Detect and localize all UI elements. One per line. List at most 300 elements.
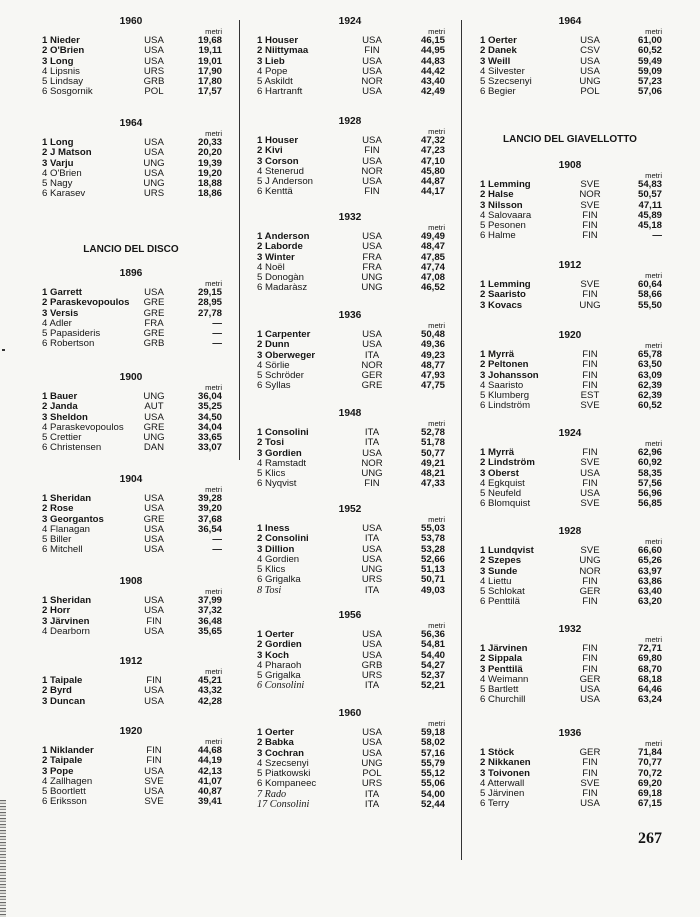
place-number: 2 — [257, 241, 263, 253]
place-number: 2 — [480, 45, 486, 57]
result-value: 68,18 — [637, 673, 662, 685]
country-code: AUT — [144, 401, 164, 413]
place-number: 5 — [480, 390, 486, 402]
result-row — [255, 87, 445, 97]
place-number: 1 — [480, 179, 486, 190]
year-heading: 1928 — [338, 116, 362, 127]
place-number: 6 — [257, 680, 263, 692]
result-row — [40, 339, 222, 349]
country-code: FIN — [582, 447, 598, 458]
place-number: 5 — [480, 220, 486, 232]
country-code: USA — [362, 135, 382, 146]
athlete-name-text: Papasideris — [50, 328, 101, 340]
place-number: 4 — [480, 575, 486, 587]
country-code: USA — [144, 55, 164, 67]
country-code: USA — [144, 765, 164, 777]
athlete-name — [480, 695, 525, 705]
place-number: 5 — [257, 768, 263, 780]
athlete-name-text: Silvester — [488, 65, 525, 77]
athlete-name-text: Lipsnis — [50, 65, 80, 77]
result-value: 63,09 — [637, 369, 662, 381]
results-block — [255, 708, 445, 810]
athlete-name-text: Gordien — [265, 553, 300, 565]
place-number: 6 — [257, 380, 263, 392]
country-code: USA — [144, 786, 164, 798]
result-value: 19,11 — [198, 45, 222, 57]
results-block — [255, 610, 445, 692]
athlete-name-text: Begier — [488, 86, 516, 98]
result-row — [40, 797, 222, 807]
country-code: USA — [362, 35, 382, 46]
athlete-name-text: Robertson — [50, 338, 95, 350]
place-number: 6 — [257, 778, 263, 790]
country-code: CSV — [580, 45, 600, 57]
athlete-name — [42, 545, 83, 555]
result-value: 55,06 — [420, 778, 445, 790]
athlete-name-text: Szecsenyi — [265, 757, 309, 769]
result-value: 47,85 — [420, 251, 445, 263]
result-value: 59,09 — [637, 65, 662, 77]
result-row — [40, 545, 222, 555]
country-code: FIN — [582, 643, 598, 654]
result-value: 54,00 — [420, 788, 445, 800]
year-heading: 1920 — [558, 330, 582, 341]
unit-label: metri — [645, 271, 662, 280]
result-value: 34,50 — [197, 411, 222, 423]
year-heading: 1896 — [119, 268, 143, 279]
athlete-name-text: Horr — [50, 605, 71, 617]
place-number: 5 — [257, 468, 263, 480]
result-row — [255, 283, 445, 293]
result-value: 20,33 — [197, 137, 222, 148]
result-row — [478, 301, 662, 311]
result-value: 29,15 — [197, 287, 222, 298]
result-value: 49,36 — [420, 339, 445, 351]
athlete-name-text: Egkquist — [488, 477, 525, 489]
result-value: 62,39 — [637, 390, 662, 402]
country-code: NOR — [361, 165, 383, 177]
athlete-name-text: Piatkowski — [265, 768, 311, 780]
athlete-name — [42, 87, 93, 97]
country-code: USA — [580, 467, 600, 479]
athlete-name-text: Pope — [50, 765, 74, 777]
year-heading: 1932 — [338, 212, 362, 223]
result-value: 48,47 — [420, 241, 445, 253]
country-code: UNG — [579, 299, 601, 311]
athlete-name-text: Pesonen — [488, 220, 526, 232]
place-number: 1 — [42, 391, 48, 402]
country-code: ITA — [364, 349, 380, 361]
result-value: 57,16 — [420, 747, 445, 759]
result-value: 41,07 — [197, 775, 222, 787]
country-code: USA — [144, 493, 164, 504]
country-code: USA — [580, 35, 600, 46]
place-number: 5 — [480, 684, 486, 696]
place-number: 2 — [42, 401, 48, 413]
result-value: 18,88 — [197, 178, 222, 190]
country-code: UNG — [361, 757, 383, 769]
country-code: NOR — [579, 189, 601, 201]
country-code: UNG — [143, 157, 165, 169]
athlete-name-text: Järvinen — [50, 615, 90, 627]
country-code: USA — [144, 147, 164, 159]
results-block — [478, 260, 662, 311]
athlete-name-text: Adler — [49, 317, 72, 329]
results-block — [478, 160, 662, 242]
athlete-name-text: Babka — [265, 737, 294, 749]
place-number: 5 — [480, 488, 486, 500]
place-number: 6 — [480, 400, 486, 412]
athlete-name-text: Liettu — [488, 575, 512, 587]
athlete-name-text: Grigalka — [265, 574, 301, 586]
place-number: 4 — [257, 165, 263, 177]
place-number: 5 — [257, 272, 263, 284]
country-code: USA — [144, 605, 164, 617]
athlete-name-text: Weimann — [488, 673, 529, 685]
athlete-name-text: Laborde — [265, 241, 303, 253]
result-value: 51,13 — [420, 564, 445, 576]
result-value: 60,52 — [637, 400, 662, 412]
athlete-name-text: Lemming — [488, 179, 531, 190]
athlete-name-text: Lindsay — [50, 76, 84, 88]
result-value: — — [212, 534, 222, 546]
athlete-name-text: Oberweger — [265, 349, 316, 361]
athlete-name-text: Terry — [487, 798, 510, 810]
country-code: USA — [580, 684, 600, 696]
athlete-name — [42, 797, 87, 807]
athlete-name-text: Corson — [265, 155, 299, 167]
athlete-name-text: Hartranft — [265, 86, 303, 98]
country-code: NOR — [361, 457, 383, 469]
year-heading: 1912 — [119, 656, 143, 667]
place-number: 3 — [480, 663, 486, 675]
place-number: 3 — [42, 615, 48, 627]
country-code: FIN — [146, 615, 162, 627]
place-number: 2 — [257, 45, 263, 57]
result-value: 69,20 — [637, 777, 662, 789]
place-number: 1 — [257, 231, 263, 242]
place-number: 1 — [257, 35, 263, 46]
place-number: 6 — [257, 282, 263, 294]
athlete-name-text: Myrrä — [488, 447, 515, 458]
result-value: 50,48 — [420, 329, 445, 340]
results-block — [40, 726, 222, 808]
result-value: — — [212, 338, 222, 350]
unit-label: metri — [428, 515, 445, 524]
country-code: POL — [580, 86, 600, 98]
country-code: USA — [580, 65, 600, 77]
result-value: 18,86 — [197, 188, 222, 200]
result-value: 54,40 — [420, 649, 445, 661]
athlete-name-text: Stöck — [488, 747, 515, 758]
result-value: 19,01 — [197, 55, 222, 67]
athlete-name-text: Janda — [50, 401, 78, 413]
athlete-name-text: Klics — [265, 468, 286, 480]
result-value: 63,20 — [637, 596, 662, 608]
column-divider-1 — [239, 20, 240, 460]
place-number: 2 — [257, 145, 263, 157]
country-code: USA — [144, 287, 164, 298]
result-row — [40, 627, 222, 637]
athlete-name-text: Saaristo — [488, 379, 524, 391]
place-number: 3 — [257, 251, 263, 263]
result-row — [255, 479, 445, 489]
unit-label: metri — [428, 719, 445, 728]
place-number: 5 — [42, 432, 48, 444]
unit-label: metri — [645, 27, 662, 36]
result-value: 48,77 — [420, 359, 445, 371]
result-value: 44,95 — [420, 45, 445, 57]
country-code: FIN — [582, 209, 598, 221]
results-block — [40, 474, 222, 556]
result-value: 37,68 — [197, 513, 222, 525]
results-block — [40, 268, 222, 350]
country-code: FIN — [582, 653, 598, 665]
place-number: 2 — [480, 359, 486, 371]
place-number: 2 — [480, 653, 486, 665]
athlete-name-text: Lundqvist — [488, 545, 534, 556]
result-value: 65,26 — [637, 555, 662, 567]
result-value: 51,78 — [420, 437, 445, 449]
athlete-name-text: Oerter — [265, 629, 294, 640]
result-value: 44,19 — [197, 755, 222, 767]
place-number: 1 — [480, 35, 486, 46]
result-value: 66,60 — [637, 545, 662, 556]
year-heading: 1924 — [558, 428, 582, 439]
result-value: 47,10 — [420, 155, 445, 167]
result-value: 36,54 — [197, 523, 222, 535]
result-value: 46,52 — [420, 282, 445, 294]
result-value: 37,32 — [197, 605, 222, 617]
result-value: 42,13 — [197, 765, 222, 777]
place-number: 4 — [480, 477, 486, 489]
results-block — [478, 16, 662, 98]
athlete-name-text: Klumberg — [488, 390, 530, 402]
results-block — [255, 16, 445, 98]
result-row — [40, 87, 222, 97]
result-value: 52,66 — [420, 553, 445, 565]
place-number: 2 — [480, 457, 486, 469]
result-value: 33,65 — [197, 432, 222, 444]
unit-label: metri — [205, 587, 222, 596]
place-number: 6 — [42, 188, 48, 200]
column-divider-2 — [461, 20, 462, 860]
results-block — [40, 372, 222, 454]
athlete-name-text: Dunn — [265, 339, 290, 351]
place-number: 6 — [257, 478, 263, 490]
athlete-name-text: Consolini — [265, 427, 309, 438]
place-number: 6 — [42, 338, 48, 350]
place-number: 1 — [257, 329, 263, 340]
year-heading: 1912 — [558, 260, 582, 271]
result-value: 39,28 — [197, 493, 222, 504]
country-code: FIN — [582, 663, 598, 675]
country-code: SVE — [580, 545, 600, 556]
athlete-name-text: Halme — [488, 230, 516, 242]
result-value: 20,20 — [197, 147, 222, 159]
country-code: GRB — [143, 338, 165, 350]
country-code: USA — [144, 695, 164, 707]
athlete-name-text: Myrrä — [488, 349, 515, 360]
athlete-name — [257, 187, 293, 197]
unit-label: metri — [205, 485, 222, 494]
place-number: 2 — [480, 757, 486, 769]
athlete-name-text: Garrett — [50, 287, 83, 298]
athlete-name-text: Houser — [265, 35, 299, 46]
athlete-name-text: Niklander — [50, 745, 94, 756]
country-code: UNG — [143, 391, 165, 402]
athlete-name-text: Eriksson — [50, 796, 87, 808]
country-code: GER — [361, 370, 383, 382]
unit-label: metri — [205, 383, 222, 392]
place-number: 1 — [257, 135, 263, 146]
athlete-name-text: Klics — [265, 564, 286, 576]
place-number: 6 — [480, 230, 486, 242]
country-code: URS — [361, 574, 383, 586]
place-number: 4 — [257, 457, 263, 469]
athlete-name-text: Nyqvist — [265, 478, 297, 490]
country-code: GER — [579, 673, 601, 685]
country-code: FIN — [582, 788, 598, 800]
country-code: USA — [362, 737, 382, 749]
athlete-name — [257, 800, 309, 810]
result-value: 58,02 — [420, 737, 445, 749]
country-code: ITA — [364, 437, 380, 449]
athlete-name-text: Saaristo — [488, 289, 526, 301]
result-value: 59,18 — [420, 727, 445, 738]
country-code: UNG — [579, 76, 601, 88]
result-value: 47,33 — [420, 478, 445, 490]
country-code: USA — [144, 595, 164, 606]
country-code: FIN — [146, 745, 162, 756]
result-value: 56,36 — [420, 629, 445, 640]
athlete-name — [257, 283, 307, 293]
year-heading: 1908 — [119, 576, 143, 587]
result-value: 33,07 — [197, 442, 222, 454]
unit-label: metri — [428, 419, 445, 428]
athlete-name-text: Zallhagen — [50, 775, 93, 787]
athlete-name-text: Nilsson — [488, 199, 523, 211]
place-number: 3 — [480, 369, 486, 381]
result-row — [478, 231, 662, 241]
place-number: 3 — [42, 765, 48, 777]
country-code: POL — [144, 86, 164, 98]
result-value: 65,78 — [637, 349, 662, 360]
result-value: 61,00 — [637, 35, 662, 46]
place-number: 1 — [480, 545, 486, 556]
result-value: 45,80 — [420, 165, 445, 177]
place-number: 3 — [42, 157, 48, 169]
athlete-name-text: Cochran — [265, 747, 304, 759]
athlete-name-text: Sheridan — [50, 595, 92, 606]
place-number: 6 — [480, 798, 486, 810]
unit-label: metri — [645, 739, 662, 748]
country-code: SVE — [144, 775, 164, 787]
result-row — [255, 381, 445, 391]
athlete-name-text: Oerter — [265, 727, 294, 738]
country-code: ITA — [364, 427, 380, 438]
athlete-name-text: Varju — [50, 157, 74, 169]
athlete-name — [257, 681, 304, 691]
place-number: 5 — [480, 76, 486, 88]
result-value: 47,11 — [638, 199, 662, 211]
athlete-name-text: Penttilä — [488, 663, 523, 675]
results-block — [40, 656, 222, 707]
country-code: USA — [362, 55, 382, 67]
athlete-name-text: Askildt — [264, 76, 293, 88]
year-heading: 1964 — [119, 118, 143, 129]
athlete-name — [257, 479, 296, 489]
results-block — [255, 504, 445, 596]
country-code: USA — [362, 155, 382, 167]
result-value: 57,06 — [637, 86, 662, 98]
place-number: 3 — [42, 695, 48, 707]
year-heading: 1908 — [558, 160, 582, 171]
place-number: 3 — [480, 565, 486, 577]
country-code: UNG — [579, 555, 601, 567]
athlete-name-text: Crettier — [50, 432, 82, 444]
athlete-name-text: Karasev — [50, 188, 86, 200]
country-code: FIN — [582, 369, 598, 381]
athlete-name — [480, 87, 516, 97]
athlete-name-text: Stenerud — [265, 165, 304, 177]
result-row — [255, 575, 445, 585]
result-row — [255, 681, 445, 691]
athlete-name — [257, 381, 291, 391]
country-code: ITA — [364, 799, 380, 811]
result-value: 47,75 — [420, 380, 445, 392]
athlete-name-text: Gordien — [265, 447, 302, 459]
athlete-name-text: Anderson — [264, 231, 310, 242]
result-value: 17,57 — [197, 86, 222, 98]
athlete-name-text: Järvinen — [488, 788, 525, 800]
place-number: 3 — [257, 55, 263, 67]
country-code: SVE — [580, 179, 600, 190]
athlete-name-text: Biller — [50, 534, 72, 546]
country-code: FRA — [362, 251, 382, 263]
unit-label: metri — [428, 223, 445, 232]
athlete-name-text: Blomquist — [488, 498, 531, 510]
place-number: 5 — [42, 178, 48, 190]
place-number: 5 — [42, 786, 48, 798]
result-value: 58,35 — [637, 467, 662, 479]
result-value: 43,40 — [420, 76, 445, 88]
result-value: — — [652, 230, 662, 242]
athlete-name — [480, 597, 520, 607]
place-number: 3 — [257, 155, 263, 167]
place-number: 5 — [480, 586, 486, 598]
athlete-name — [257, 586, 281, 596]
result-value: 72,71 — [637, 643, 662, 654]
year-heading: 1960 — [338, 708, 362, 719]
athlete-name-text: Schlokat — [488, 586, 525, 598]
country-code: USA — [362, 329, 382, 340]
margin-mark — [2, 349, 5, 351]
country-code: USA — [362, 339, 382, 351]
athlete-name-text: Johansson — [488, 369, 539, 381]
athlete-name-text: Sippala — [488, 653, 523, 665]
athlete-name — [480, 401, 530, 411]
results-block — [478, 330, 662, 412]
place-number: 2 — [480, 189, 486, 201]
result-value: 45,21 — [197, 675, 222, 686]
result-row — [255, 586, 445, 596]
place-number: 6 — [480, 694, 486, 706]
athlete-name-text: Gordien — [265, 639, 302, 651]
result-row — [40, 697, 222, 707]
result-value: 69,18 — [637, 788, 662, 800]
athlete-name-text: Toivonen — [488, 767, 530, 779]
